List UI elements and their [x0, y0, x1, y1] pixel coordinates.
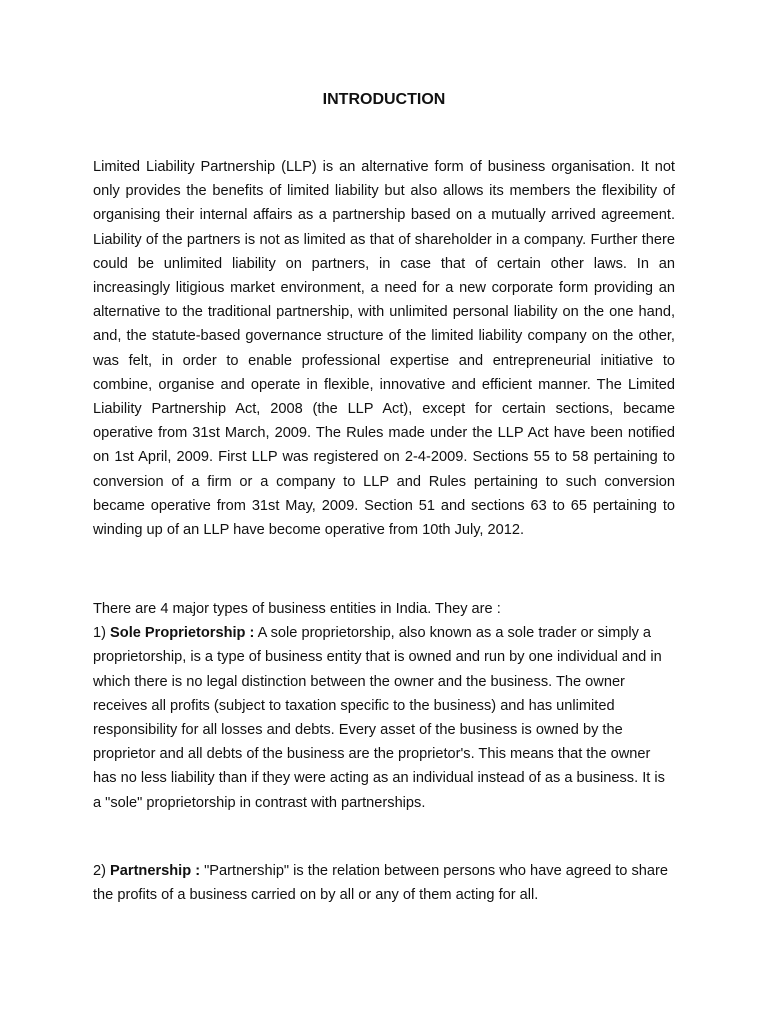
types-intro-line: There are 4 major types of business entities in India. They are :: [93, 601, 501, 617]
sole-heading: Sole Proprietorship :: [110, 625, 255, 642]
sole-number: 1): [93, 625, 106, 642]
page-title: INTRODUCTION: [322, 91, 446, 108]
sole-proprietorship-item: [93, 621, 675, 815]
business-types-section: [93, 597, 675, 815]
sole-text: A sole proprietorship, also known as a sole trader or simply a proprietorship, is a type of business entity that is owned and run by one individual and in which there is no legal distinction between the owner and the business. The owner receives all profits (subject to taxation specific to the business) and has unlimited responsibility for all losses and debts. Every asset of the business is owned by the proprietor and all debts of the business are the proprietor's. This means that the owner has no less liability than if they were acting as an individual instead of as a business. It is a "sole" proprietorship in contrast with partnerships.: [93, 625, 665, 811]
partnership-number: 2): [93, 863, 106, 879]
partnership-heading: Partnership :: [110, 863, 201, 879]
partnership-item: [93, 859, 675, 907]
intro-paragraph: Limited Liability Partnership (LLP) is an alternative form of business organisation. It not only provides the benefits of limited liability but also allows its members the flexibility of organising their internal affairs as a partnership based on a mutually arrived agreement. Liability of the partners is not as limited as that of shareholder in a company. Further there could be unlimited liability on partners, in case that of certain other laws. In an increasingly litigious market environment, a need for a new corporate form providing an alternative to the traditional partnership, with unlimited personal liability on the one hand, and, the statute-based governance structure of the limited liability company on the other, was felt, in order to enable professional expertise and entrepreneurial initiative to combine, organise and operate in flexible, innovative and efficient manner. The Limited Liability Partnership Act, 2008 (the LLP Act), except for certain sections, became operative from 31st March, 2009. The Rules made under the LLP Act have been notified on 1st April, 2009. First LLP was registered on 2-4-2009. Sections 55 to 58 pertaining to conversion of a firm or a company to LLP and Rules pertaining to such conversion became operative from 31st May, 2009. Section 51 and sections 63 to 65 pertaining to winding up of an LLP have become operative from 10th July, 2012.: [93, 159, 675, 539]
partnership-text: "Partnership" is the relation between persons who have agreed to share the profits of a business carried on by all or any of them acting for all.: [93, 863, 668, 904]
